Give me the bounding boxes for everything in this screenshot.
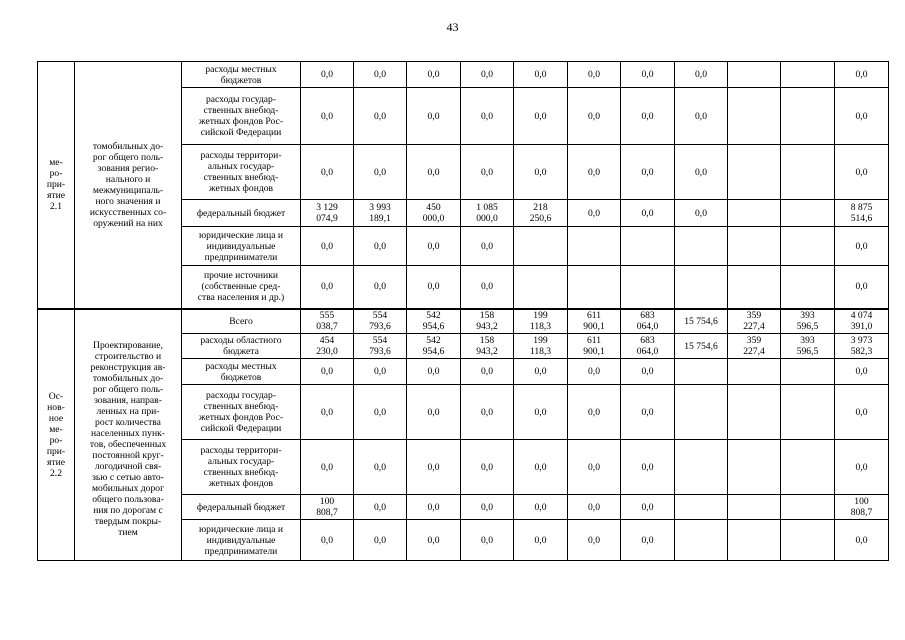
value-cell: 0,0 (461, 385, 514, 440)
activity-description: томобильных до- рог общего поль- зования регио- нального и межмуниципаль- ного значения и искусственных со- оружений на них (75, 62, 182, 309)
value-cell: 0,0 (301, 145, 354, 200)
value-cell: 0,0 (407, 440, 461, 495)
value-cell: 611 900,1 (568, 309, 621, 334)
value-cell: 393 596,5 (781, 309, 835, 334)
value-cell (728, 359, 781, 385)
funding-source: расходы местных бюджетов (182, 62, 301, 88)
value-cell: 0,0 (675, 200, 728, 227)
value-cell: 0,0 (354, 266, 407, 309)
value-cell: 0,0 (835, 266, 889, 309)
value-cell (675, 495, 728, 520)
value-cell: 0,0 (835, 359, 889, 385)
value-cell: 0,0 (301, 385, 354, 440)
value-cell (781, 359, 835, 385)
value-cell: 0,0 (568, 62, 621, 88)
value-cell: 158 943,2 (461, 334, 514, 359)
value-cell: 683 064,0 (621, 309, 675, 334)
value-cell: 0,0 (621, 88, 675, 145)
value-cell: 0,0 (514, 88, 568, 145)
value-cell: 0,0 (461, 145, 514, 200)
value-cell: 8 875 514,6 (835, 200, 889, 227)
value-cell: 15 754,6 (675, 309, 728, 334)
value-cell (728, 266, 781, 309)
value-cell (781, 440, 835, 495)
value-cell: 0,0 (354, 520, 407, 561)
value-cell (675, 227, 728, 266)
value-cell: 158 943,2 (461, 309, 514, 334)
value-cell: 100 808,7 (301, 495, 354, 520)
value-cell: 0,0 (354, 385, 407, 440)
value-cell (621, 266, 675, 309)
table-body (38, 62, 889, 561)
value-cell: 0,0 (354, 145, 407, 200)
value-cell: 0,0 (568, 520, 621, 561)
value-cell (781, 88, 835, 145)
value-cell: 3 993 189,1 (354, 200, 407, 227)
value-cell: 0,0 (675, 88, 728, 145)
value-cell: 0,0 (568, 200, 621, 227)
value-cell: 15 754,6 (675, 334, 728, 359)
value-cell: 0,0 (514, 62, 568, 88)
value-cell: 199 118,3 (514, 309, 568, 334)
funding-source: Всего (182, 309, 301, 334)
value-cell: 0,0 (407, 145, 461, 200)
funding-source: прочие источники (собственные сред- ства населения и др.) (182, 266, 301, 309)
activity-code: Ос- нов- ное ме- ро- при- ятие 2.2 (38, 309, 75, 561)
value-cell (514, 227, 568, 266)
value-cell: 0,0 (835, 145, 889, 200)
value-cell (568, 227, 621, 266)
value-cell: 0,0 (675, 145, 728, 200)
value-cell: 1 085 000,0 (461, 200, 514, 227)
value-cell: 0,0 (461, 88, 514, 145)
value-cell: 0,0 (514, 385, 568, 440)
value-cell (728, 88, 781, 145)
value-cell (781, 145, 835, 200)
value-cell: 542 954,6 (407, 334, 461, 359)
value-cell: 0,0 (461, 440, 514, 495)
value-cell: 0,0 (568, 385, 621, 440)
value-cell: 683 064,0 (621, 334, 675, 359)
funding-source: юридические лица и индивидуальные предприниматели (182, 227, 301, 266)
value-cell (781, 520, 835, 561)
value-cell: 359 227,4 (728, 334, 781, 359)
value-cell (781, 266, 835, 309)
funding-source: федеральный бюджет (182, 495, 301, 520)
funding-source: расходы государ- ственных внебюд- жетных фондов Рос- сийской Федерации (182, 88, 301, 145)
value-cell: 0,0 (621, 520, 675, 561)
value-cell (621, 227, 675, 266)
funding-source: расходы территори- альных государ- ственных внебюд- жетных фондов (182, 145, 301, 200)
value-cell: 0,0 (407, 520, 461, 561)
activity-description: Проектирование, строительство и реконструкция ав- томобильных до- рог общего поль- зования, направ- ленных на при- рост количества населенных пунк- тов, обеспеченных постоянной круг- логодичной свя- зью с сетью авто- мобильных дорог общего пользова- ния по дорогам с твердым покры- тием (75, 309, 182, 561)
value-cell (568, 266, 621, 309)
value-cell: 0,0 (354, 227, 407, 266)
value-cell: 0,0 (301, 62, 354, 88)
value-cell: 542 954,6 (407, 309, 461, 334)
value-cell: 0,0 (835, 520, 889, 561)
value-cell: 0,0 (835, 385, 889, 440)
value-cell: 0,0 (568, 495, 621, 520)
value-cell: 450 000,0 (407, 200, 461, 227)
value-cell: 0,0 (568, 145, 621, 200)
value-cell: 3 129 074,9 (301, 200, 354, 227)
value-cell: 0,0 (835, 88, 889, 145)
table-row (38, 309, 889, 334)
value-cell: 393 596,5 (781, 334, 835, 359)
value-cell: 0,0 (354, 440, 407, 495)
value-cell: 0,0 (407, 88, 461, 145)
value-cell (728, 495, 781, 520)
value-cell: 611 900,1 (568, 334, 621, 359)
value-cell (675, 440, 728, 495)
value-cell: 554 793,6 (354, 334, 407, 359)
value-cell: 0,0 (835, 440, 889, 495)
value-cell: 0,0 (407, 266, 461, 309)
value-cell (675, 266, 728, 309)
value-cell (675, 359, 728, 385)
value-cell (728, 200, 781, 227)
value-cell (781, 385, 835, 440)
value-cell: 0,0 (621, 440, 675, 495)
value-cell: 0,0 (461, 266, 514, 309)
value-cell (514, 266, 568, 309)
value-cell: 199 118,3 (514, 334, 568, 359)
value-cell: 4 074 391,0 (835, 309, 889, 334)
activity-code: ме- ро- при- ятие 2.1 (38, 62, 75, 309)
budget-table (37, 61, 889, 561)
value-cell: 0,0 (835, 62, 889, 88)
value-cell: 3 973 582,3 (835, 334, 889, 359)
value-cell (675, 520, 728, 561)
value-cell (675, 385, 728, 440)
value-cell: 0,0 (301, 88, 354, 145)
value-cell (781, 62, 835, 88)
value-cell: 0,0 (461, 359, 514, 385)
page-number: 43 (446, 20, 459, 34)
value-cell: 0,0 (407, 495, 461, 520)
value-cell: 0,0 (461, 495, 514, 520)
value-cell (781, 495, 835, 520)
value-cell: 0,0 (407, 359, 461, 385)
value-cell: 0,0 (301, 266, 354, 309)
value-cell (728, 62, 781, 88)
value-cell: 0,0 (514, 440, 568, 495)
funding-source: расходы территори- альных государ- ственных внебюд- жетных фондов (182, 440, 301, 495)
value-cell (781, 200, 835, 227)
value-cell (728, 227, 781, 266)
funding-source: расходы государ- ственных внебюд- жетных фондов Рос- сийской Федерации (182, 385, 301, 440)
value-cell: 0,0 (621, 145, 675, 200)
value-cell: 0,0 (514, 359, 568, 385)
value-cell: 0,0 (621, 495, 675, 520)
value-cell (728, 440, 781, 495)
value-cell: 359 227,4 (728, 309, 781, 334)
table-row (38, 62, 889, 88)
funding-source: федеральный бюджет (182, 200, 301, 227)
value-cell: 555 038,7 (301, 309, 354, 334)
value-cell: 0,0 (301, 359, 354, 385)
value-cell: 0,0 (407, 227, 461, 266)
value-cell: 554 793,6 (354, 309, 407, 334)
value-cell: 0,0 (621, 200, 675, 227)
value-cell: 0,0 (621, 62, 675, 88)
value-cell: 100 808,7 (835, 495, 889, 520)
value-cell: 0,0 (461, 227, 514, 266)
value-cell: 0,0 (354, 88, 407, 145)
value-cell: 0,0 (407, 385, 461, 440)
value-cell: 0,0 (514, 495, 568, 520)
value-cell: 0,0 (461, 520, 514, 561)
value-cell: 0,0 (514, 145, 568, 200)
value-cell: 0,0 (514, 520, 568, 561)
value-cell: 0,0 (621, 385, 675, 440)
value-cell: 0,0 (354, 495, 407, 520)
value-cell: 0,0 (301, 520, 354, 561)
value-cell: 0,0 (461, 62, 514, 88)
value-cell: 454 230,0 (301, 334, 354, 359)
value-cell: 0,0 (354, 62, 407, 88)
value-cell (728, 385, 781, 440)
value-cell: 0,0 (301, 440, 354, 495)
value-cell: 0,0 (568, 440, 621, 495)
value-cell: 0,0 (675, 62, 728, 88)
funding-source: расходы местных бюджетов (182, 359, 301, 385)
funding-source: расходы областного бюджета (182, 334, 301, 359)
value-cell (728, 145, 781, 200)
value-cell: 0,0 (301, 227, 354, 266)
value-cell (728, 520, 781, 561)
value-cell: 0,0 (407, 62, 461, 88)
funding-source: юридические лица и индивидуальные предприниматели (182, 520, 301, 561)
value-cell: 0,0 (568, 88, 621, 145)
value-cell (781, 227, 835, 266)
value-cell: 0,0 (621, 359, 675, 385)
value-cell: 0,0 (354, 359, 407, 385)
value-cell: 0,0 (568, 359, 621, 385)
value-cell: 0,0 (835, 227, 889, 266)
value-cell: 218 250,6 (514, 200, 568, 227)
